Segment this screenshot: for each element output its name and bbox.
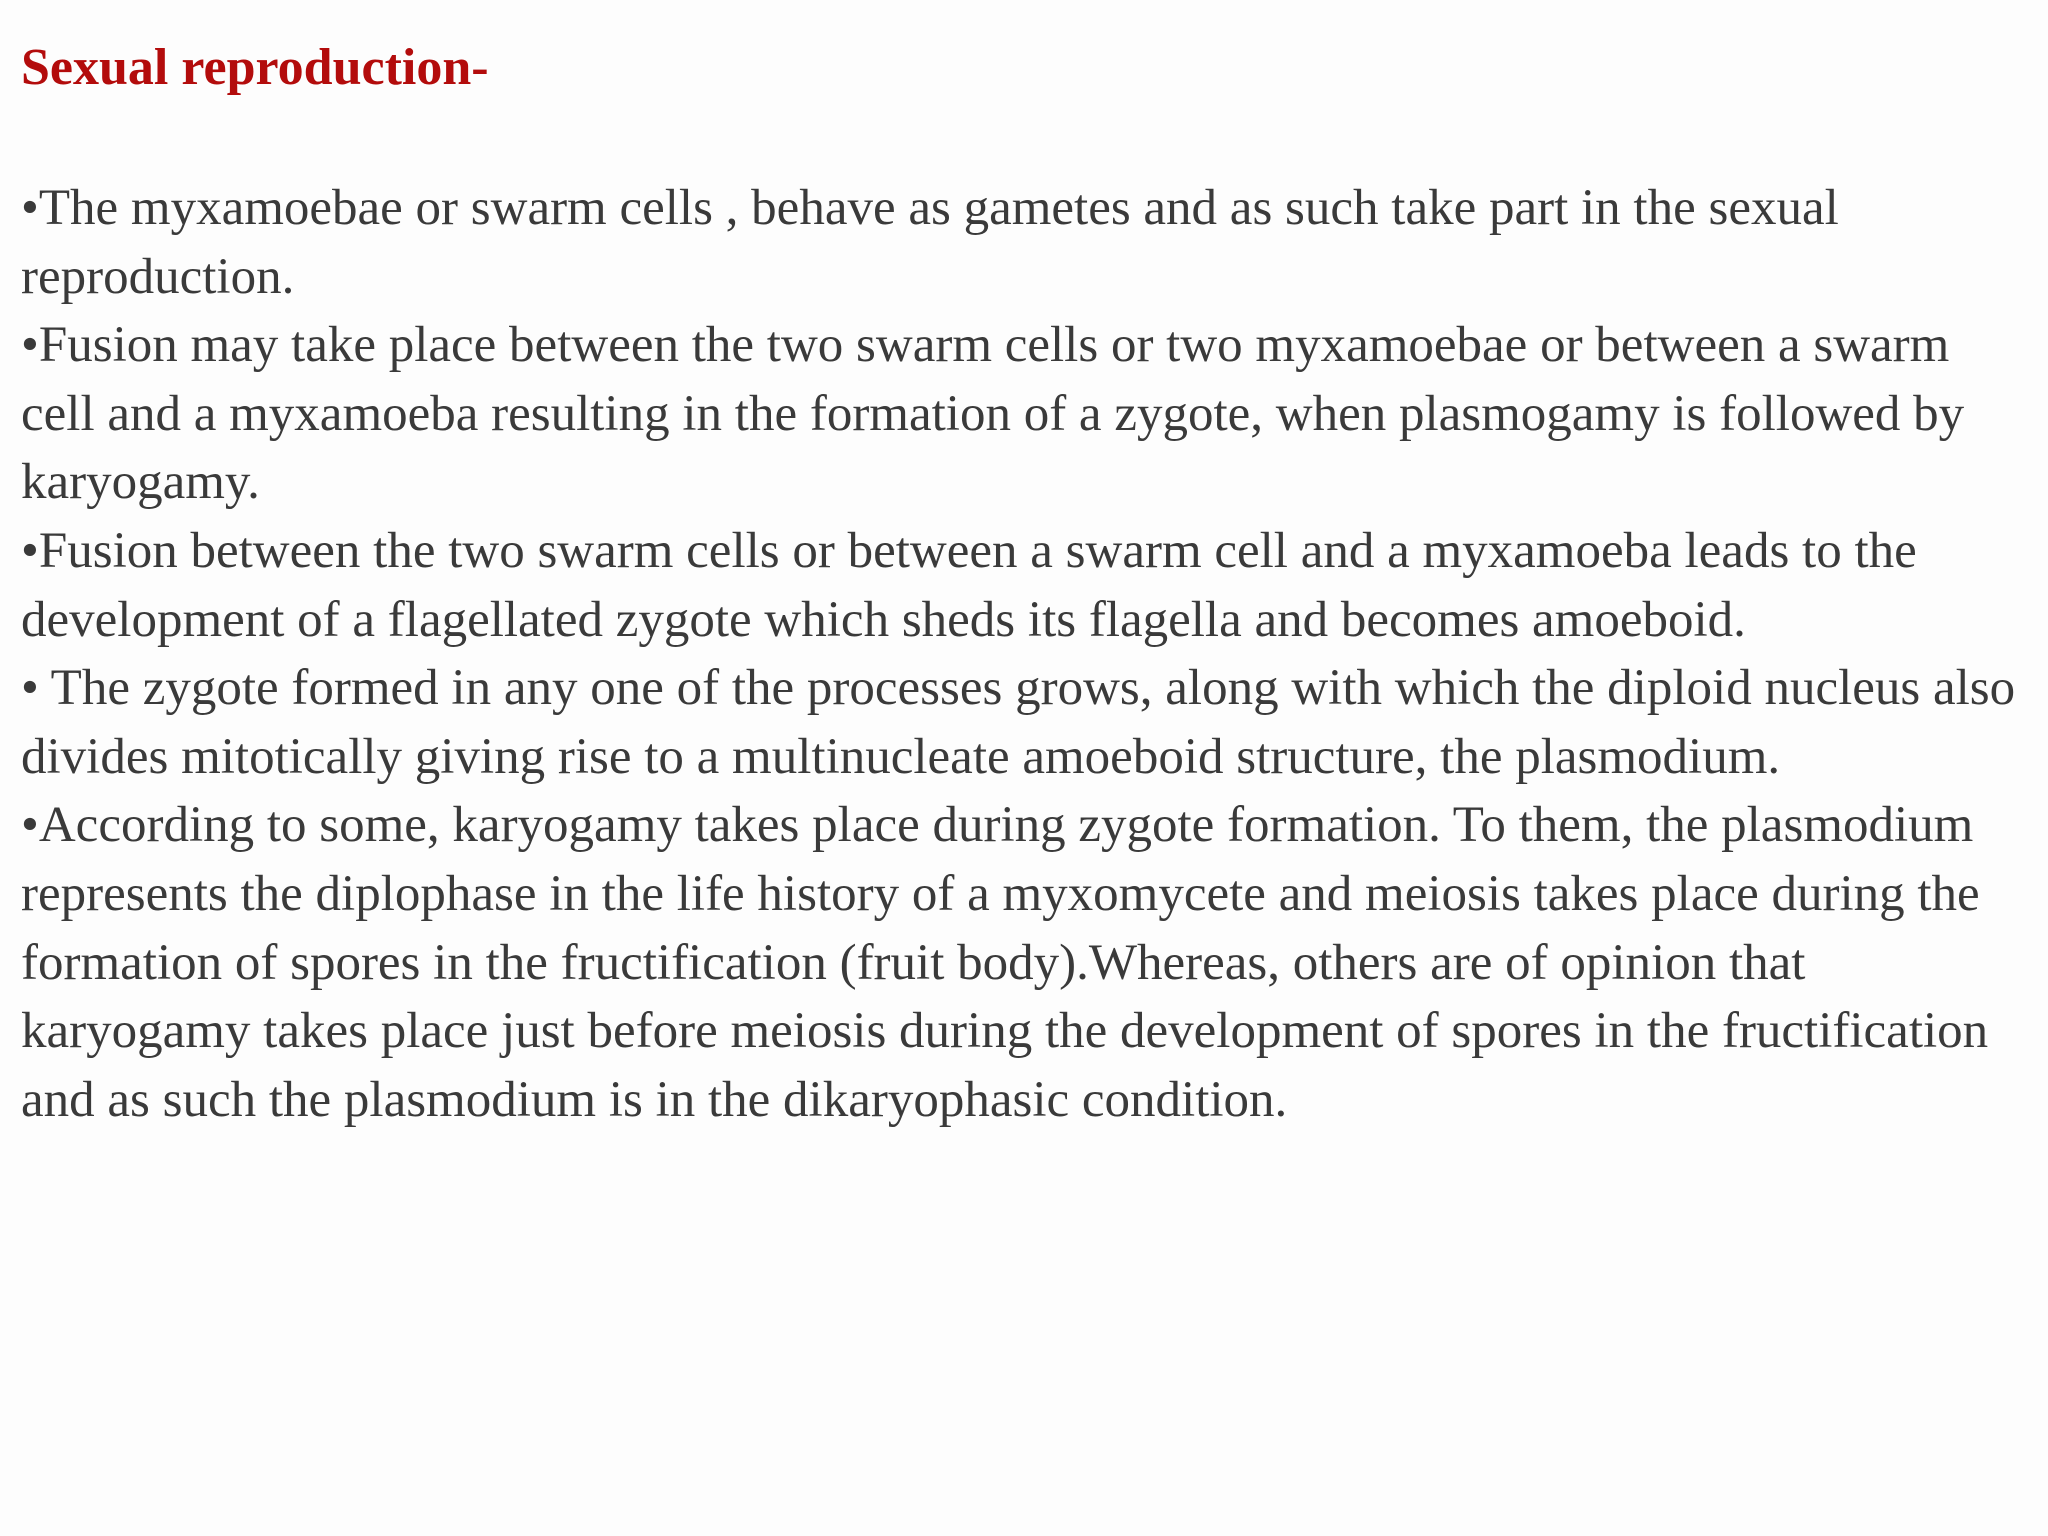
slide-title: Sexual reproduction- bbox=[21, 39, 489, 96]
bullet-item: • The zygote formed in any one of the processes grows, along with which the diploid nucleus also divides mitotically giving rise to a multinucleate amoeboid structure, the plasmodium. bbox=[21, 660, 2016, 785]
bullet-item: •Fusion between the two swarm cells or between a swarm cell and a myxamoeba leads to the development of a flagellated zygote which sheds its flagella and becomes amoeboid. bbox=[21, 522, 1917, 648]
bullet-item: •Fusion may take place between the two swarm cells or two myxamoebae or between a swarm cell and a myxamoeba resulting in the formation of a zygote, when plasmogamy is followed by karyogamy. bbox=[21, 317, 1965, 511]
bullet-item: •The myxamoebae or swarm cells , behave as gametes and as such take part in the sexual reproduction. bbox=[21, 180, 1839, 305]
title-spacer bbox=[21, 100, 2028, 174]
bullet-list bbox=[21, 174, 2028, 1134]
bullet-item: •According to some, karyogamy takes place during zygote formation. To them, the plasmodium represents the diplophase in the life history of a myxomycete and meiosis takes place during the formation of spores in the fructification (fruit body).Whereas, others are of opinion that karyogamy takes place just before meiosis during the development of spores in the fructification and as such the plasmodium is in the dikaryophasic condition. bbox=[21, 797, 1989, 1128]
